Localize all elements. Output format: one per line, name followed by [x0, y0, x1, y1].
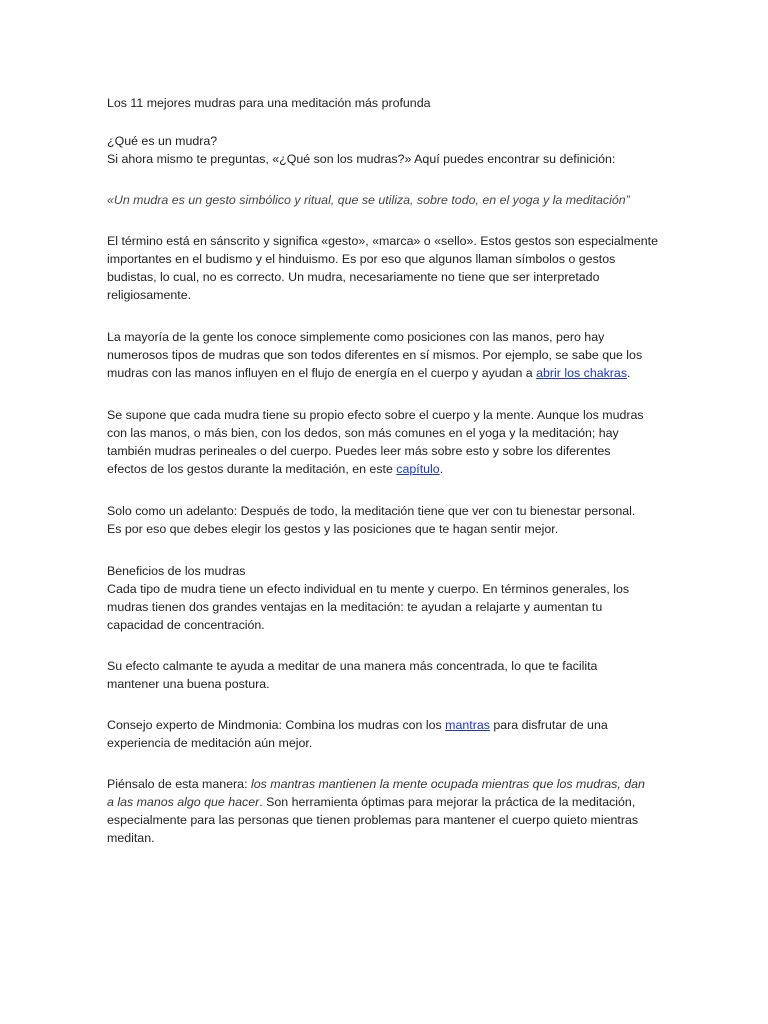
- definition-quote: [107, 191, 667, 209]
- document-title: [107, 94, 667, 112]
- solo-line: Es por eso que debes elegir los gestos y las posiciones que te hagan sentir mejor.: [107, 522, 559, 536]
- beneficios-line: Cada tipo de mudra tiene un efecto individual en tu mente y cuerpo. En términos generales, los: [107, 582, 630, 596]
- paragraph-solo: [107, 502, 667, 538]
- paragraph-mayoria: [107, 328, 667, 382]
- termino-line: importantes en el budismo y el hinduismo. Es por eso que algunos llaman símbolos o gestos: [107, 252, 616, 266]
- mayoria-line3-end: .: [627, 366, 631, 380]
- section-heading-what: ¿Qué es un mudra?: [107, 134, 218, 148]
- paragraph-supone: [107, 406, 667, 478]
- section-heading-beneficios: Beneficios de los mudras: [107, 564, 246, 578]
- mayoria-line: [107, 364, 667, 382]
- paragraph-beneficios: [107, 562, 667, 634]
- beneficios-line: mudras tienen dos grandes ventajas en la meditación: te ayudan a relajarte y aumentan tu: [107, 600, 603, 614]
- mayoria-line: La mayoría de la gente los conoce simplemente como posiciones con las manos, pero hay: [107, 330, 605, 344]
- mayoria-line: numerosos tipos de mudras que son todos diferentes en sí mismos. Por ejemplo, se sabe que los: [107, 348, 643, 362]
- paragraph-termino: [107, 232, 667, 304]
- what-intro-text: Si ahora mismo te preguntas, «¿Qué son los mudras?» Aquí puedes encontrar su definición:: [107, 152, 616, 166]
- consejo-line1-text: Consejo experto de Mindmonia: Combina los mudras con los: [107, 718, 446, 732]
- abrir-chakras-link[interactable]: abrir los chakras: [536, 366, 628, 380]
- mantras-link[interactable]: mantras: [445, 718, 490, 732]
- supone-line4-text: efectos de los gestos durante la meditación, en este: [107, 462, 397, 476]
- paragraph-what-is-mudra: [107, 132, 667, 168]
- piensalo-line: meditan.: [107, 831, 155, 845]
- piensalo-lead: Piénsalo de esta manera:: [107, 777, 251, 791]
- mayoria-line3-text: mudras con las manos influyen en el flujo de energía en el cuerpo y ayudan a: [107, 366, 537, 380]
- piensalo-line2-text: . Son herramienta óptimas para mejorar la práctica de la meditación,: [259, 795, 636, 809]
- paragraph-efecto: [107, 657, 667, 693]
- termino-line: budistas, lo cual, no es correcto. Un mudra, necesariamente no tiene que ser interpretado: [107, 270, 600, 284]
- termino-line: religiosamente.: [107, 288, 192, 302]
- supone-line: con las manos, o más bien, con los dedos, son más comunes en el yoga y la meditación; hay: [107, 426, 619, 440]
- termino-line: El término está en sánscrito y significa «gesto», «marca» o «sello». Estos gestos son especialmente: [107, 234, 658, 248]
- capitulo-link[interactable]: capítulo: [396, 462, 440, 476]
- piensalo-italic-2: a las manos algo que hacer: [107, 795, 260, 809]
- document-page: [107, 94, 667, 847]
- supone-line: [107, 460, 667, 478]
- solo-line: Solo como un adelanto: Después de todo, la meditación tiene que ver con tu bienestar personal.: [107, 504, 636, 518]
- paragraph-piensalo: [107, 775, 667, 847]
- quote-text: «Un mudra es un gesto simbólico y ritual, que se utiliza, sobre todo, en el yoga y la meditación”: [107, 193, 630, 207]
- supone-line4-end: .: [439, 462, 444, 476]
- consejo-line1-end: para disfrutar de una: [489, 718, 608, 732]
- piensalo-line: [107, 775, 667, 793]
- title-text: Los 11 mejores mudras para una meditación más profunda: [107, 96, 431, 110]
- paragraph-consejo: [107, 716, 667, 752]
- piensalo-line: [107, 793, 667, 811]
- piensalo-line: especialmente para las personas que tienen problemas para mantener el cuerpo quieto mientras: [107, 813, 639, 827]
- efecto-line: mantener una buena postura.: [107, 677, 270, 691]
- supone-line: también mudras perineales o del cuerpo. Puedes leer más sobre esto y sobre los diferentes: [107, 444, 611, 458]
- supone-line: Se supone que cada mudra tiene su propio efecto sobre el cuerpo y la mente. Aunque los mudras: [107, 408, 644, 422]
- piensalo-italic-1: los mantras mantienen la mente ocupada mientras que los mudras, dan: [250, 777, 645, 791]
- consejo-line: [107, 716, 667, 734]
- consejo-line: experiencia de meditación aún mejor.: [107, 736, 313, 750]
- beneficios-line: capacidad de concentración.: [107, 618, 265, 632]
- efecto-line: Su efecto calmante te ayuda a meditar de una manera más concentrada, lo que te facilita: [107, 659, 598, 673]
